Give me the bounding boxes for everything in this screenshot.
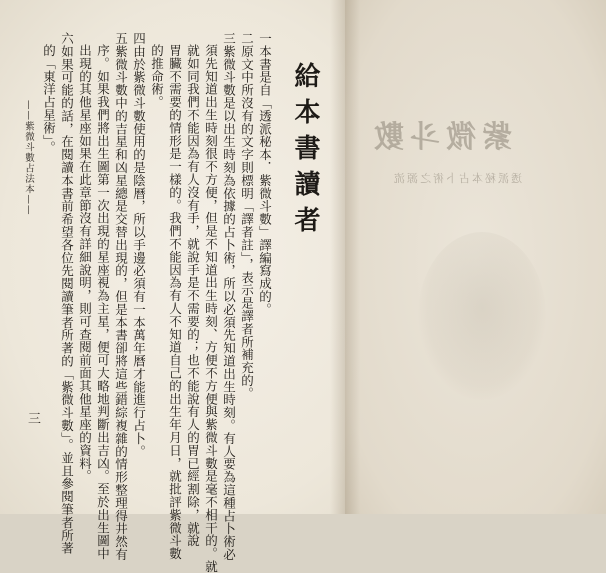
text-line: 的「東洋占星術」。 — [41, 44, 57, 154]
text-line: 六如果可能的話，在閱讀本書前希望各位先閱讀筆者所著的「紫微斗數」。並且參閱筆者所著 — [59, 32, 75, 555]
text-line: 出現的其他星座如果在此章節沒有詳細說明，則可查閱前面其他星座的資料。 — [77, 44, 93, 483]
bleed-through-illustration — [418, 232, 546, 400]
text-line: 須先知道出生時刻很不方便，但是不知道出生時刻、方便不方便與紫微斗數是毫不相干的。就 — [203, 44, 219, 573]
bleed-through-subtitle: 透派秘本占卜術之源流 — [392, 172, 522, 185]
text-line: 三紫微斗數是以出生時刻為依據的占卜術，所以必須先知道出生時刻。有人要為這種占卜術必 — [221, 32, 237, 561]
text-line: 序。如果我們將出生圖第一次出現的星座視為主星，便可大略地判斷出吉凶。至於出生圖中 — [95, 44, 111, 560]
text-line: 胃臟不需要的情形是一樣的。我們不能因為有人不知道自己的出生年月日，就批評紫微斗數 — [167, 44, 183, 560]
text-line: 四由於紫微斗數使用的是陰曆，所以手邊必須有一本萬年曆才能進行占卜。 — [131, 32, 147, 458]
text-line: 的推命術。 — [149, 44, 165, 109]
text-line: 一本書是自「透派秘本．紫微斗數」譯編寫成的。 — [257, 32, 273, 316]
text-line: 五紫微斗數中的吉星和凶星總是交替出現的，但是本書卻將這些錯綜複雜的情形整理得井然有 — [113, 32, 129, 561]
text-line: 就如同我們不能因為有人沒有手，就說手是不需要的；也不能說有人的胃已經割除，就說 — [185, 44, 201, 548]
text-line: 二原文中所沒有的文字則標明「譯者註」，表示是譯者所補充的。 — [239, 32, 255, 400]
running-footer: ——紫微斗數占法本—— — [23, 100, 34, 216]
bleed-through-title: 紫微斗數 — [368, 120, 512, 155]
page-title: 給本書讀者 — [290, 62, 320, 242]
page-number: 三 — [28, 412, 42, 427]
book-gutter — [330, 0, 360, 514]
